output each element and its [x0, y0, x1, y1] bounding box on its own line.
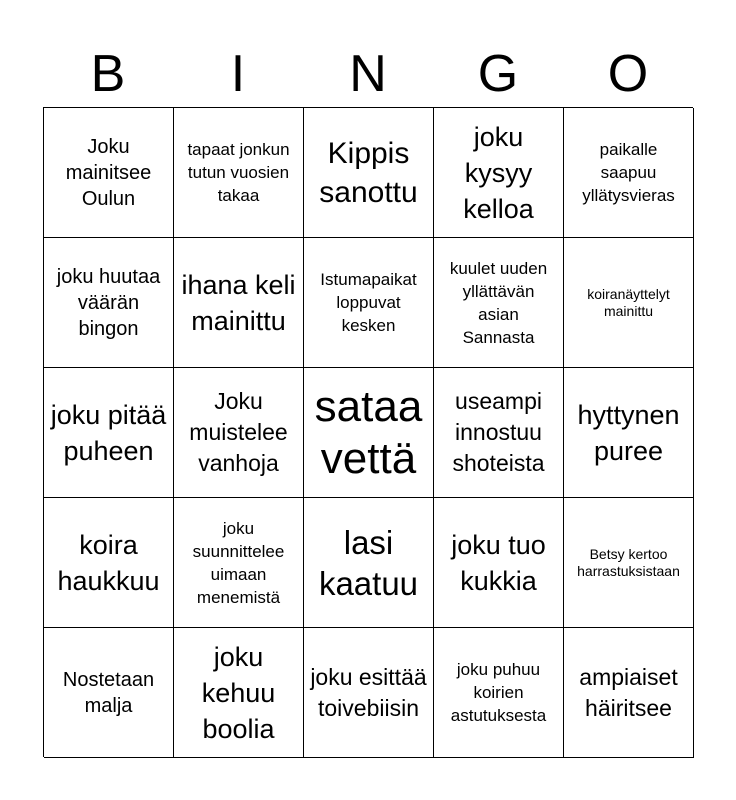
- bingo-cell[interactable]: [564, 108, 694, 238]
- cell-text: joku kysyy kelloa: [463, 121, 534, 224]
- bingo-cell[interactable]: [174, 628, 304, 758]
- header-letter-i: I: [230, 45, 246, 103]
- cell-text: sataa vettä: [314, 381, 423, 483]
- header-letter-b: B: [90, 45, 126, 103]
- bingo-cell[interactable]: [44, 368, 174, 498]
- header-letter-g: G: [477, 45, 519, 103]
- cell-text: joku puhuu koirien astutuksesta: [450, 660, 547, 725]
- cell-text: tapaat jonkun tutun vuosien takaa: [187, 140, 290, 205]
- cell-text: paikalle saapuu yllätysvieras: [582, 140, 675, 205]
- bingo-header: [43, 40, 693, 108]
- bingo-cell[interactable]: [44, 628, 174, 758]
- bingo-cell[interactable]: [44, 108, 174, 238]
- bingo-cell[interactable]: [434, 628, 564, 758]
- cell-text: ihana keli mainittu: [181, 269, 296, 336]
- bingo-cell[interactable]: [434, 238, 564, 368]
- cell-text: Nostetaan malja: [62, 668, 155, 717]
- bingo-cell[interactable]: [44, 498, 174, 628]
- bingo-cell[interactable]: [564, 498, 694, 628]
- cell-text: useampi innostuu shoteista: [452, 388, 545, 476]
- bingo-cell[interactable]: [434, 108, 564, 238]
- bingo-cell[interactable]: [174, 368, 304, 498]
- cell-text: Joku mainitsee Oulun: [65, 135, 152, 210]
- cell-text: joku esittää toivebiisin: [310, 663, 427, 721]
- cell-text: joku tuo kukkia: [451, 529, 546, 596]
- bingo-cell[interactable]: [304, 238, 434, 368]
- bingo-cell[interactable]: [44, 238, 174, 368]
- header-letter-o: O: [607, 45, 649, 103]
- cell-text: Joku muistelee vanhoja: [189, 388, 288, 476]
- cell-text: hyttynen puree: [577, 399, 680, 466]
- header-letter-n: N: [349, 45, 387, 103]
- bingo-cell[interactable]: [434, 498, 564, 628]
- cell-text: joku huutaa väärän bingon: [56, 265, 161, 340]
- bingo-cell[interactable]: [304, 498, 434, 628]
- cell-text: koira haukkuu: [57, 529, 160, 596]
- cell-text: ampiaiset häiritsee: [579, 663, 678, 721]
- bingo-cell[interactable]: [564, 238, 694, 368]
- cell-text: Istumapaikat loppuvat kesken: [320, 270, 417, 335]
- bingo-cell[interactable]: [304, 628, 434, 758]
- bingo-cell[interactable]: [304, 368, 434, 498]
- bingo-cell[interactable]: [564, 368, 694, 498]
- bingo-cell[interactable]: [434, 368, 564, 498]
- cell-text: joku kehuu boolia: [201, 641, 276, 744]
- bingo-cell[interactable]: [564, 628, 694, 758]
- bingo-cell[interactable]: [174, 108, 304, 238]
- bingo-cell[interactable]: [174, 238, 304, 368]
- cell-text: joku pitää puheen: [50, 399, 167, 466]
- cell-text: koiranäyttelyt mainittu: [587, 285, 670, 319]
- bingo-grid: [43, 107, 693, 757]
- cell-text: joku suunnittelee uimaan menemistä: [192, 518, 285, 607]
- cell-text: kuulet uuden yllättävän asian Sannasta: [449, 258, 548, 347]
- cell-text: Betsy kertoo harrastuksistaan: [577, 545, 680, 579]
- cell-text: Kippis sanottu: [319, 136, 418, 209]
- bingo-cell[interactable]: [174, 498, 304, 628]
- bingo-cell[interactable]: [304, 108, 434, 238]
- cell-text: lasi kaatuu: [318, 523, 419, 602]
